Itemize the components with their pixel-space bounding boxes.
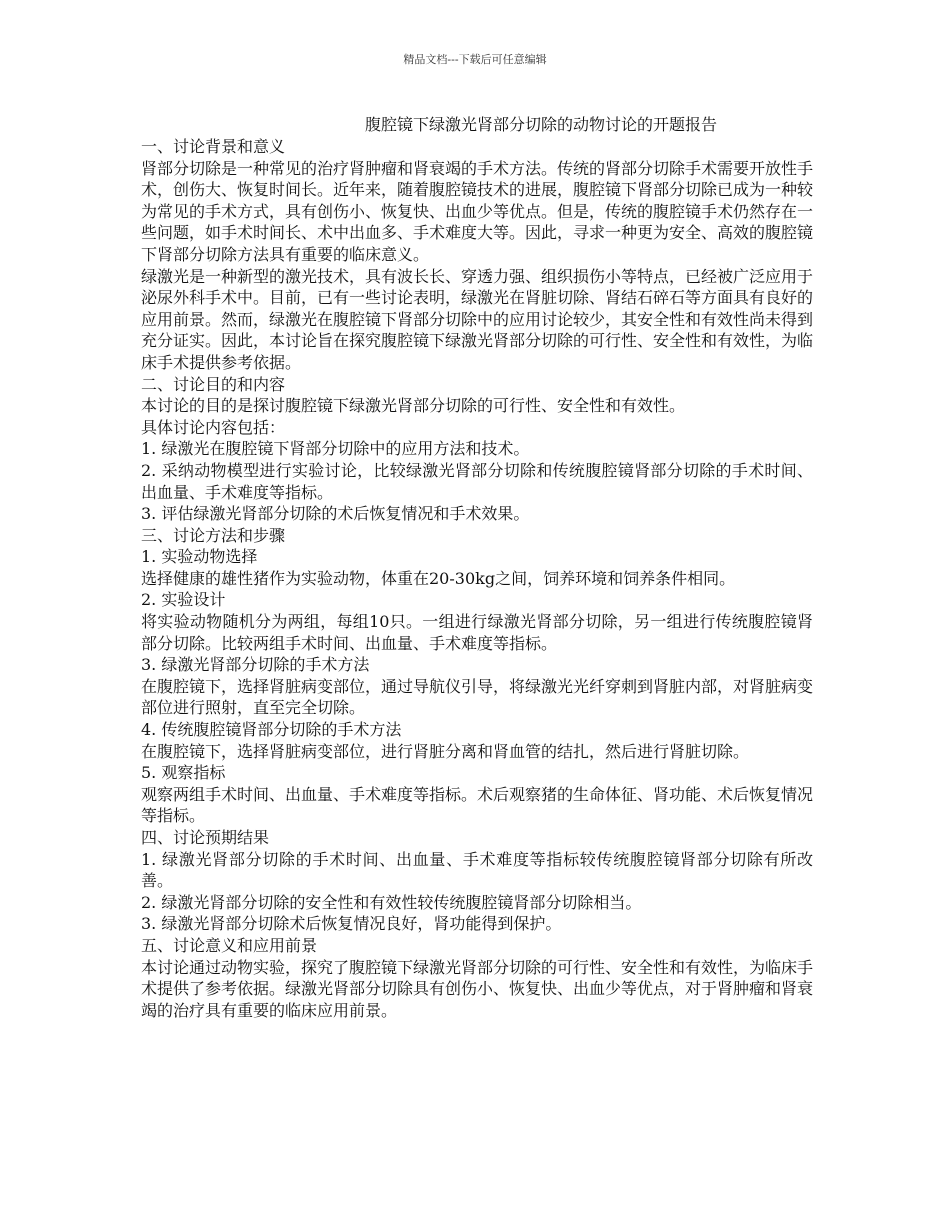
section-heading-background: 一、讨论背景和意义 [141, 137, 286, 156]
page-header: 精品文档---下载后可任意编辑 [403, 53, 547, 66]
result-list-item: 2. 绿激光肾部分切除的安全性和有效性较传统腹腔镜肾部分切除相当。 [141, 892, 642, 912]
section-heading-expected-results: 四、讨论预期结果 [141, 828, 270, 847]
subheading-animal-selection: 1. 实验动物选择 [141, 547, 258, 567]
subheading-observation-indicators: 5. 观察指标 [141, 763, 226, 783]
subheading-experiment-design: 2. 实验设计 [141, 590, 226, 610]
section-heading-methods: 三、讨论方法和步骤 [141, 525, 286, 545]
subheading-traditional-method: 4. 传统腹腔镜肾部分切除的手术方法 [141, 720, 402, 740]
paragraph-animal-selection: 选择健康的雄性猪作为实验动物，体重在20-30kg之间，饲养环境和饲养条件相同。 [141, 568, 736, 588]
paragraph-background-1: 肾部分切除是一种常见的治疗肾肿瘤和肾衰竭的手术方法。传统的肾部分切除手术需要开放性手术，创伤大、恢复时间长。近年来，随着腹腔镜技术的进展，腹腔镜下肾部分切除已成为一种较为常见的手术方式，具有创伤小、恢复快、出血少等优点。但是，传统的腹腔镜手术仍然存在一些问题，如手术时间长、术中出血多、手术难度大等。因此，寻求一种更为安全、高效的腹腔镜下肾部分切除方法具有重要的临床意义。 [141, 158, 814, 264]
paragraph-content-intro: 具体讨论内容包括： [141, 417, 286, 437]
paragraph-green-laser-method: 在腹腔镜下，选择肾脏病变部位，通过导航仪引导，将绿激光光纤穿刺到肾脏内部，对肾脏病变部位进行照射，直至完全切除。 [141, 676, 814, 718]
result-list-item: 1. 绿激光肾部分切除的手术时间、出血量、手术难度等指标较传统腹腔镜肾部分切除有所改善。 [141, 849, 813, 891]
content-list-item: 1. 绿激光在腹腔镜下肾部分切除中的应用方法和技术。 [141, 439, 530, 459]
paragraph-traditional-method: 在腹腔镜下，选择肾脏病变部位，进行肾脏分离和肾血管的结扎，然后进行肾脏切除。 [141, 741, 750, 761]
section-heading-objectives: 二、讨论目的和内容 [141, 374, 286, 394]
paragraph-significance: 本讨论通过动物实验，探究了腹腔镜下绿激光肾部分切除的可行性、安全性和有效性，为临床手术提供了参考依据。绿激光肾部分切除具有创伤小、恢复快、出血少等优点，对于肾肿瘤和肾衰竭的治疗具有重要的临床应用前景。 [141, 957, 814, 1020]
paragraph-experiment-design: 将实验动物随机分为两组，每组10只。一组进行绿激光肾部分切除，另一组进行传统腹腔镜肾部分切除。比较两组手术时间、出血量、手术难度等指标。 [141, 612, 813, 653]
paragraph-objectives: 本讨论的目的是探讨腹腔镜下绿激光肾部分切除的可行性、安全性和有效性。 [141, 396, 686, 416]
subheading-green-laser-method: 3. 绿激光肾部分切除的手术方法 [141, 655, 370, 675]
section-heading-significance: 五、讨论意义和应用前景 [141, 935, 318, 955]
document-body [141, 114, 813, 1021]
paragraph-background-2: 绿激光是一种新型的激光技术，具有波长长、穿透力强、组织损伤小等特点，已经被广泛应用于泌尿外科手术中。目前，已有一些讨论表明，绿激光在肾脏切除、肾结石碎石等方面具有良好的应用前景。然而，绿激光在腹腔镜下肾部分切除中的应用讨论较少，其安全性和有效性尚未得到充分证实。因此，本讨论旨在探究腹腔镜下绿激光肾部分切除的可行性、安全性和有效性，为临床手术提供参考依据。 [141, 266, 814, 372]
result-list-item: 3. 绿激光肾部分切除术后恢复情况良好，肾功能得到保护。 [141, 914, 562, 934]
content-list-item: 2. 采纳动物模型进行实验讨论，比较绿激光肾部分切除和传统腹腔镜肾部分切除的手术时间、出血量、手术难度等指标。 [141, 460, 813, 502]
paragraph-observation-indicators: 观察两组手术时间、出血量、手术难度等指标。术后观察猪的生命体征、肾功能、术后恢复情况等指标。 [141, 784, 814, 826]
content-list-item: 3. 评估绿激光肾部分切除的术后恢复情况和手术效果。 [141, 504, 530, 524]
document-title: 腹腔镜下绿激光肾部分切除的动物讨论的开题报告 [365, 115, 718, 134]
